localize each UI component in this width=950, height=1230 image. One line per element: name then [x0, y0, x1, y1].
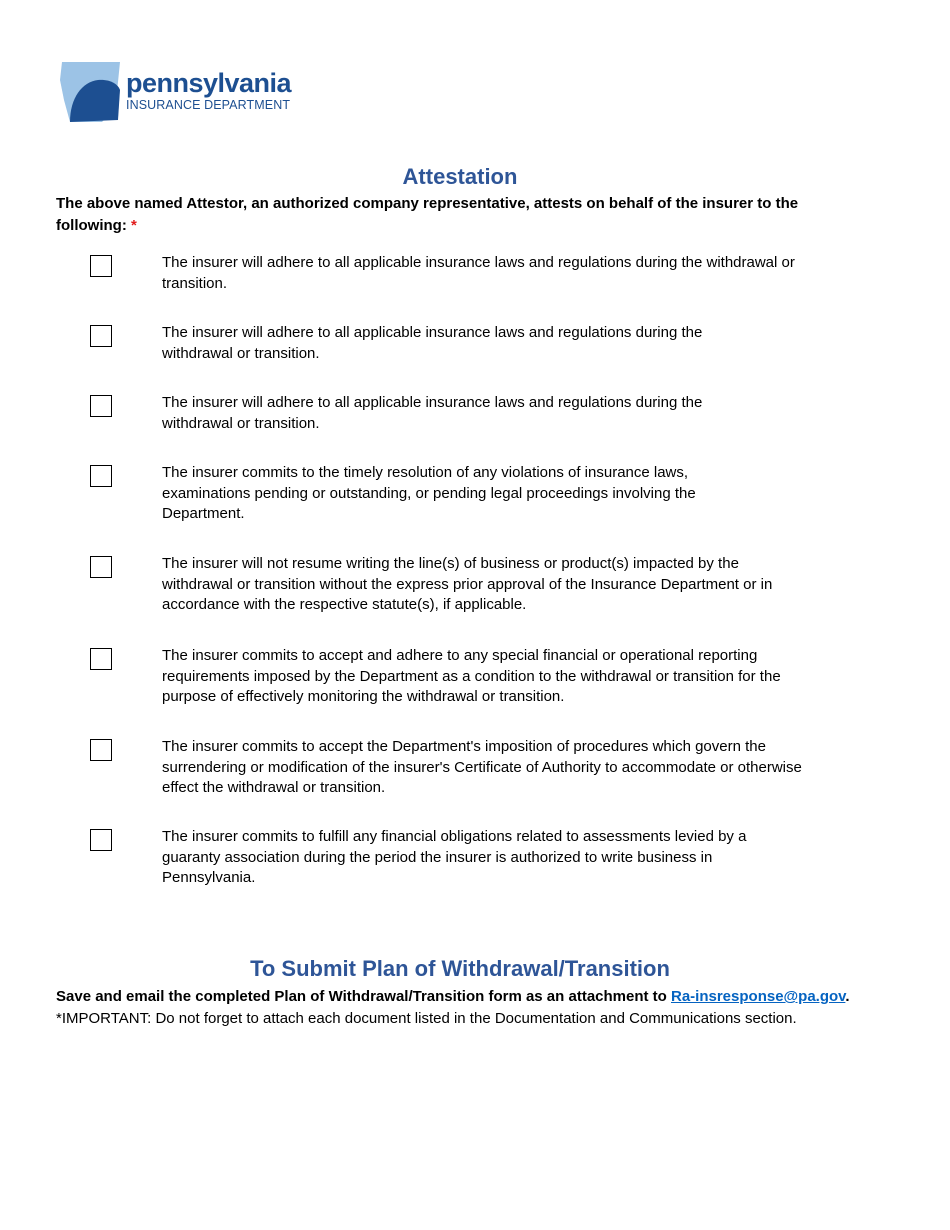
logo-subtitle: INSURANCE DEPARTMENT	[126, 98, 291, 112]
attestation-checkbox[interactable]	[90, 395, 112, 417]
attestation-item-text: The insurer commits to accept the Department's imposition of procedures which govern the surrendering or modification of the insurer's Certificate of Authority to accommodate or otherwise effect the withdrawal or transition.	[162, 738, 802, 796]
submit-instruction-line	[56, 986, 916, 1007]
attestation-item-text: The insurer will not resume writing the line(s) of business or product(s) impacted by the withdrawal or transition without the express prior approval of the Insurance Department or in accordance with the respective statute(s), if applicable.	[162, 555, 773, 613]
important-note: *IMPORTANT: Do not forget to attach each document listed in the Documentation and Communications section.	[56, 1010, 797, 1027]
attestation-checkbox[interactable]	[90, 829, 112, 851]
attestation-item-text: The insurer commits to fulfill any financial obligations related to assessments levied by a guaranty association during the period the insurer is authorized to write business in Pennsylvania.	[162, 828, 747, 886]
submit-title: To Submit Plan of Withdrawal/Transition	[250, 956, 670, 981]
submit-instruction: Save and email the completed Plan of Withdrawal/Transition form as an attachment to	[56, 988, 667, 1005]
attestation-checkbox[interactable]	[90, 465, 112, 487]
attestation-item-text: The insurer will adhere to all applicable insurance laws and regulations during the withdrawal or transition.	[162, 324, 703, 362]
logo-wordmark: pennsylvania	[126, 68, 292, 98]
attestation-item-text: The insurer will adhere to all applicable insurance laws and regulations during the withdrawal or transition.	[162, 254, 795, 292]
attestation-checkbox[interactable]	[90, 648, 112, 670]
attestation-checkbox[interactable]	[90, 325, 112, 347]
attestation-item-text: The insurer commits to accept and adhere to any special financial or operational reporting requirements imposed by the Department as a condition to the withdrawal or transition for the purpose of effectively monitoring the withdrawal or transition.	[162, 647, 781, 705]
attestation-checkbox[interactable]	[90, 255, 112, 277]
attestation-checkbox[interactable]	[90, 556, 112, 578]
required-asterisk: *	[130, 217, 137, 234]
attestation-title: Attestation	[402, 164, 518, 189]
attestation-item-text: The insurer commits to the timely resolution of any violations of insurance laws, examinations pending or outstanding, or pending legal proceedings involving the Department.	[162, 464, 696, 522]
attestation-checkbox[interactable]	[90, 739, 112, 761]
attestation-intro	[56, 193, 826, 237]
attestation-item-text: The insurer will adhere to all applicable insurance laws and regulations during the withdrawal or transition.	[162, 394, 703, 432]
keystone-logo-icon	[58, 60, 124, 124]
attestation-intro-text: The above named Attestor, an authorized company representative, attests on behalf of the insurer to the following:	[56, 195, 799, 234]
submit-email-link[interactable]: Ra-insresponse@pa.gov	[671, 988, 846, 1005]
submit-period: .	[845, 988, 850, 1005]
pa-insurance-logo	[58, 60, 298, 124]
